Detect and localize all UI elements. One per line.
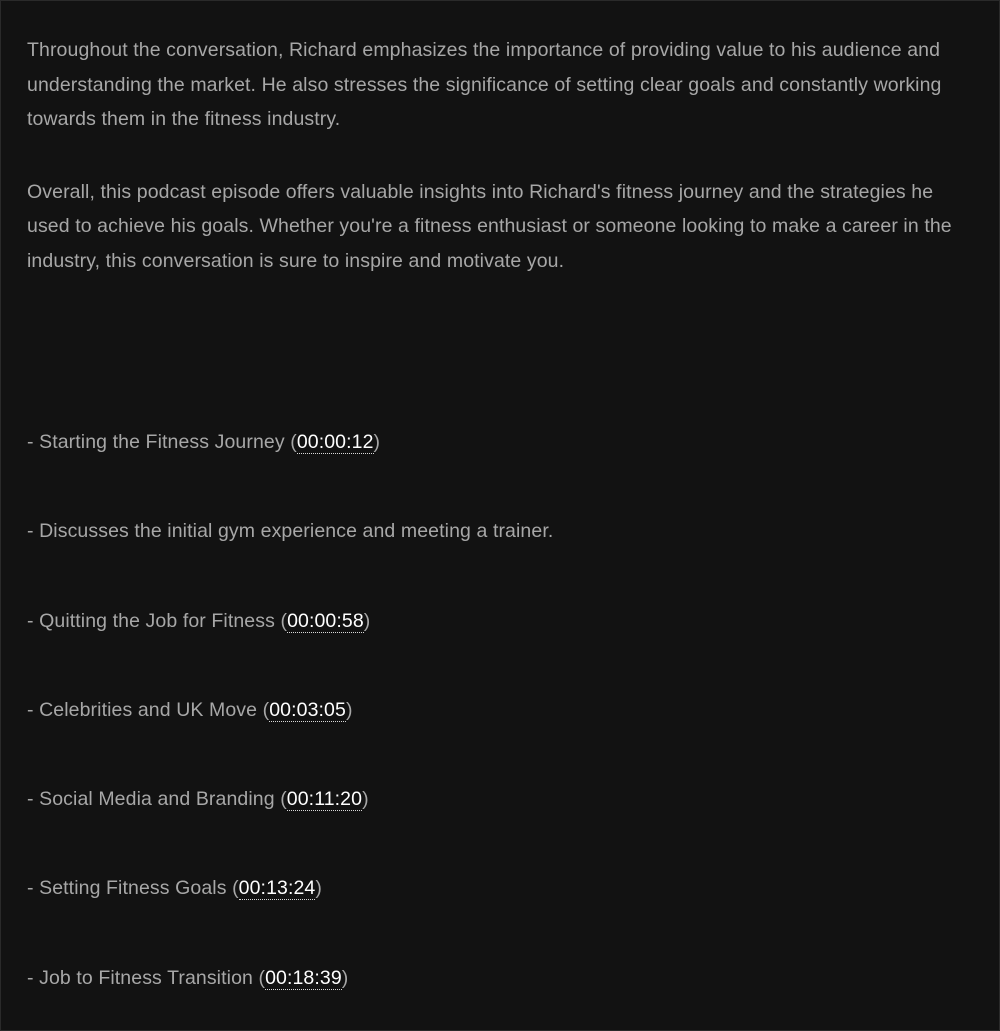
chapter-close-paren: ) [373, 431, 381, 453]
episode-description [27, 33, 957, 995]
chapter-item [27, 693, 957, 782]
chapter-title: - Setting Fitness Goals ( [27, 877, 239, 900]
chapter-close-paren: ) [341, 966, 349, 989]
chapter-title: - Celebrities and UK Move ( [27, 698, 270, 721]
chapter-title: - Job to Fitness Transition ( [27, 966, 266, 989]
chapter-note-text: - Discusses the initial gym experience and meeting a trainer. [27, 520, 554, 543]
chapter-title: - Starting the Fitness Journey ( [27, 431, 297, 453]
chapter-timestamp-link[interactable]: 00:00:12 [296, 431, 374, 453]
chapter-close-paren: ) [315, 877, 322, 900]
chapter-timestamp-link[interactable]: 00:00:58 [287, 609, 364, 632]
chapter-close-paren: ) [362, 788, 369, 811]
chapter-timestamp-link[interactable]: 00:11:20 [286, 788, 363, 811]
chapter-item [27, 425, 957, 514]
chapter-timestamp-link[interactable]: 00:13:24 [238, 877, 316, 900]
chapter-item [27, 871, 957, 960]
chapter-note [27, 514, 957, 603]
chapter-close-paren: ) [345, 698, 353, 721]
spacer [27, 316, 957, 425]
description-paragraph: Throughout the conversation, Richard emphasizes the importance of providing value to his audience and understanding the market. He also stresses the significance of setting clear goals and constantly working towards them in the fitness industry. [27, 39, 942, 130]
chapter-item [27, 604, 957, 693]
chapter-title: - Social Media and Branding ( [27, 788, 287, 811]
chapter-item [27, 782, 957, 871]
chapter-close-paren: ) [363, 609, 371, 632]
chapter-timestamp-link[interactable]: 00:18:39 [265, 966, 342, 989]
chapter-title: - Quitting the Job for Fitness ( [27, 609, 288, 632]
description-paragraph: Overall, this podcast episode offers valuable insights into Richard's fitness journey and the strategies he used to achieve his goals. Whether you're a fitness enthusiast or someone looking to make a career in the industry, this conversation is sure to inspire and motivate you. [27, 180, 952, 272]
chapter-timestamp-link[interactable]: 00:03:05 [269, 698, 346, 721]
chapter-item [27, 961, 957, 996]
